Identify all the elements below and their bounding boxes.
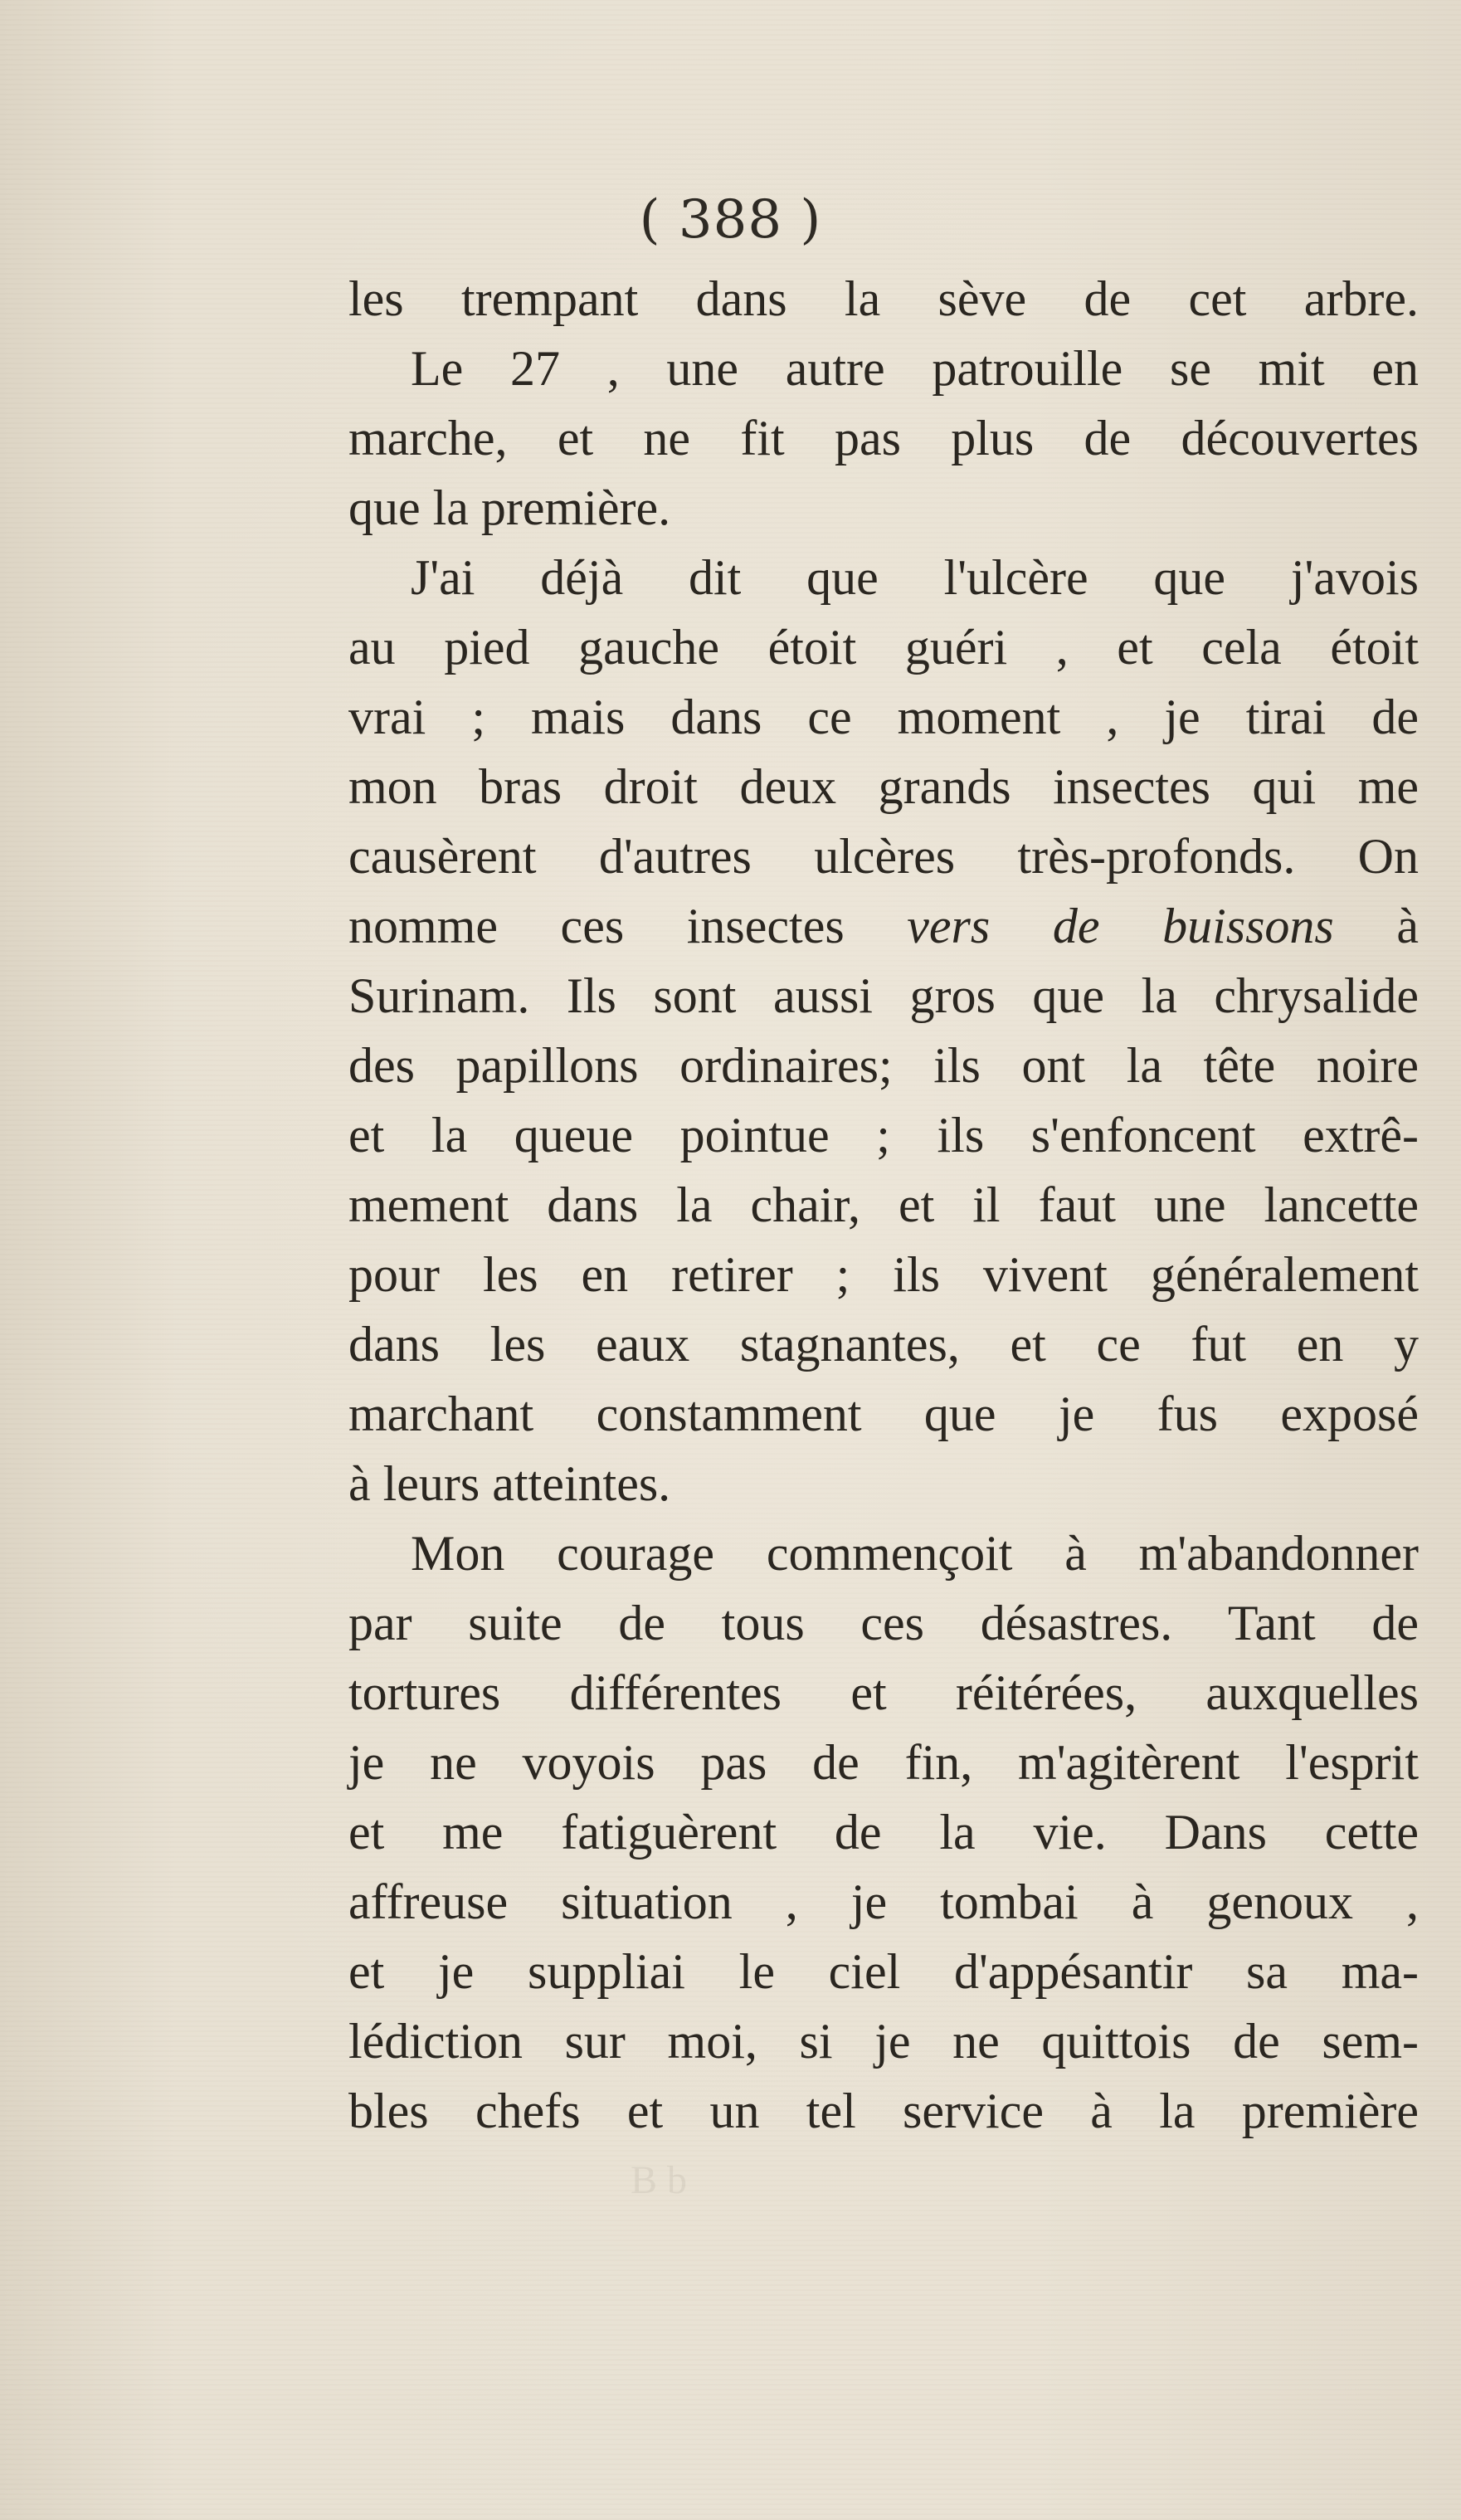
- paragraph-start-line: Mon courage commençoit à m'abandonner: [411, 1526, 1419, 1581]
- text-line: bles chefs et un tel service à la première: [348, 2084, 1419, 2138]
- text-span: nomme ces insectes: [348, 899, 845, 953]
- text-line: marchant constamment que je fus exposé: [348, 1387, 1419, 1441]
- text-line: des papillons ordinaires; ils ont la tête noire: [348, 1038, 1419, 1093]
- text-line: et me fatiguèrent de la vie. Dans cette: [348, 1805, 1419, 1860]
- text-line: au pied gauche étoit guéri , et cela étoit: [348, 620, 1419, 675]
- text-line: mon bras droit deux grands insectes qui me: [348, 759, 1419, 814]
- text-line: affreuse situation , je tombai à genoux ,: [348, 1874, 1419, 1929]
- paragraph-end-line: à leurs atteintes.: [348, 1456, 671, 1511]
- text-line-with-italic: [348, 891, 1419, 961]
- page-number: ( 388 ): [639, 189, 822, 251]
- text-line: par suite de tous ces désastres. Tant de: [348, 1596, 1419, 1650]
- text-line: et la queue pointue ; ils s'enfoncent extrê-: [348, 1108, 1419, 1163]
- text-line: dans les eaux stagnantes, et ce fut en y: [348, 1317, 1419, 1372]
- text-line: mement dans la chair, et il faut une lancette: [348, 1177, 1419, 1232]
- text-line: causèrent d'autres ulcères très-profonds. On: [348, 829, 1419, 884]
- italic-term: vers de buissons: [907, 899, 1334, 953]
- text-span: à: [1396, 899, 1420, 953]
- paragraph-start-line: Le 27 , une autre patrouille se mit en: [411, 341, 1419, 396]
- text-line: lédiction sur moi, si je ne quittois de sem-: [348, 2014, 1419, 2069]
- text-line: tortures différentes et réitérées, auxquelles: [348, 1665, 1419, 1720]
- body-text: [348, 264, 1419, 2146]
- text-line: et je suppliai le ciel d'appésantir sa ma-: [348, 1944, 1419, 1999]
- text-line: je ne voyois pas de fin, m'agitèrent l'esprit: [348, 1735, 1419, 1790]
- paragraph-end-line: que la première.: [348, 480, 671, 535]
- text-line: pour les en retirer ; ils vivent généralement: [348, 1247, 1419, 1302]
- text-line: vrai ; mais dans ce moment , je tirai de: [348, 690, 1419, 744]
- text-line: les trempant dans la sève de cet arbre.: [348, 271, 1419, 326]
- paragraph-start-line: J'ai déjà dit que l'ulcère que j'avois: [411, 550, 1419, 605]
- text-line: marche, et ne fit pas plus de découvertes: [348, 411, 1419, 465]
- text-line: Surinam. Ils sont aussi gros que la chrysalide: [348, 968, 1419, 1023]
- signature-mark: B b: [631, 2158, 688, 2202]
